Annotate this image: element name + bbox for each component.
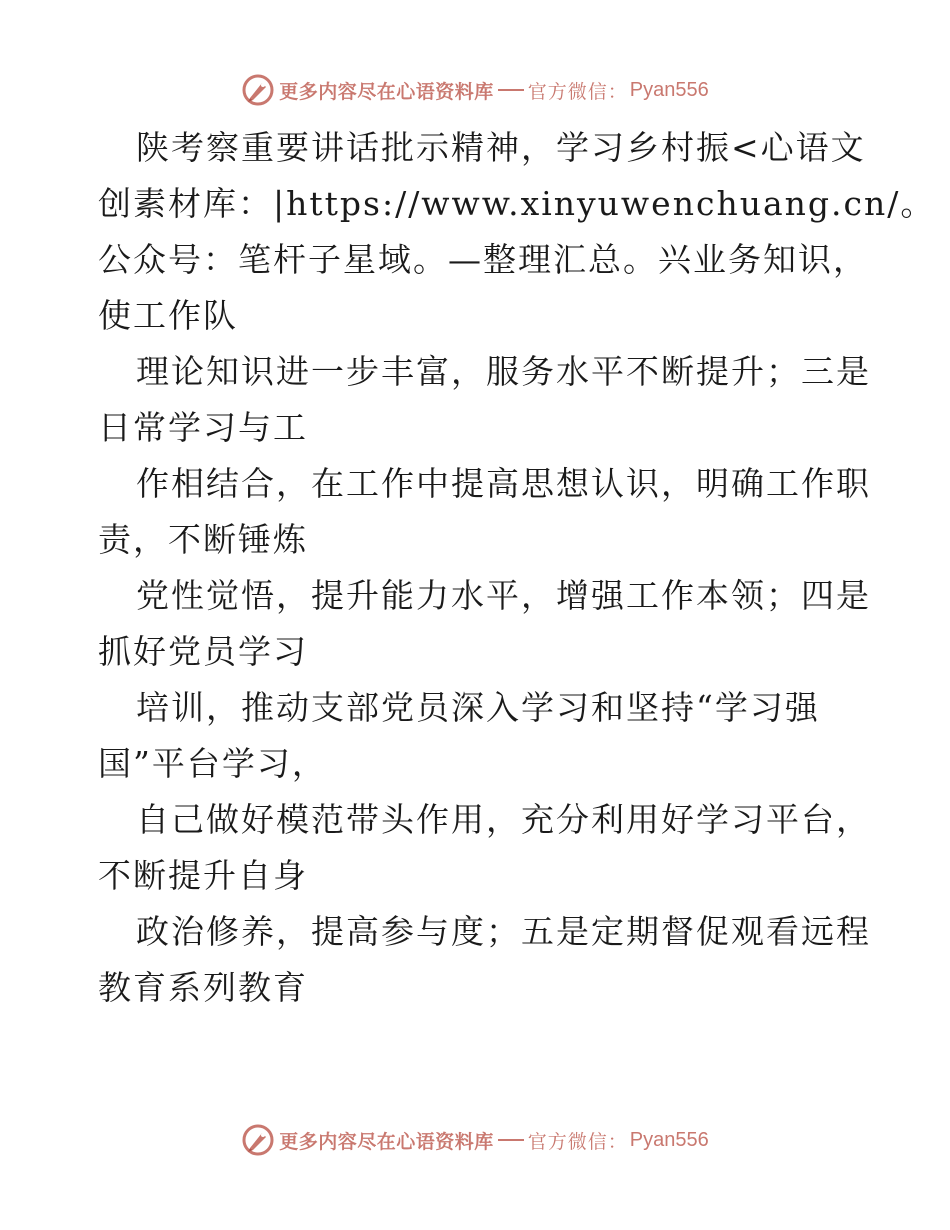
document-body [98, 120, 936, 1016]
watermark-site-text: 更多内容尽在心语资料库 [279, 1130, 494, 1153]
text-line: 日常学习与工 [98, 408, 308, 447]
footer-watermark [0, 1118, 950, 1162]
text-line: 理论知识进一步丰富，服务水平不断提升；三是 [136, 352, 871, 391]
text-line: 不断提升自身 [98, 856, 308, 895]
text-line: 使工作队 [98, 296, 238, 335]
watermark-wechat-id: Pyan556 [629, 1128, 709, 1151]
text-line: 责，不断锤炼 [98, 520, 308, 559]
text-line: 党性觉悟，提升能力水平，增强工作本领；四是 [136, 576, 871, 615]
pen-nib-icon [241, 73, 275, 107]
watermark-site-text: 更多内容尽在心语资料库 [279, 80, 494, 103]
text-line: 政治修养，提高参与度；五是定期督促观看远程 [136, 912, 871, 951]
watermark-dash [498, 1139, 524, 1141]
header-watermark [0, 68, 950, 112]
text-line: 国”平台学习， [98, 744, 327, 783]
text-line: 培训，推动支部党员深入学习和坚持“学习强 [136, 688, 820, 727]
text-line: 陕考察重要讲话批示精神，学习乡村振<心语文 [136, 128, 866, 167]
text-line: 创素材库：|https://www.xinyuwenchuang.cn/。 [98, 184, 936, 223]
watermark-official-text: 官方微信： [527, 1130, 628, 1153]
text-line: 自己做好模范带头作用，充分利用好学习平台， [136, 800, 871, 839]
watermark-official-text: 官方微信： [527, 80, 628, 103]
watermark-dash [498, 89, 524, 91]
pen-nib-icon [241, 1123, 275, 1157]
text-line: 抓好党员学习 [98, 632, 308, 671]
text-line: 教育系列教育 [98, 968, 308, 1007]
text-line: 公众号：笔杆子星域。—整理汇总。兴业务知识， [98, 240, 868, 279]
text-line: 作相结合，在工作中提高思想认识，明确工作职 [136, 464, 871, 503]
watermark-wechat-id: Pyan556 [629, 78, 709, 101]
